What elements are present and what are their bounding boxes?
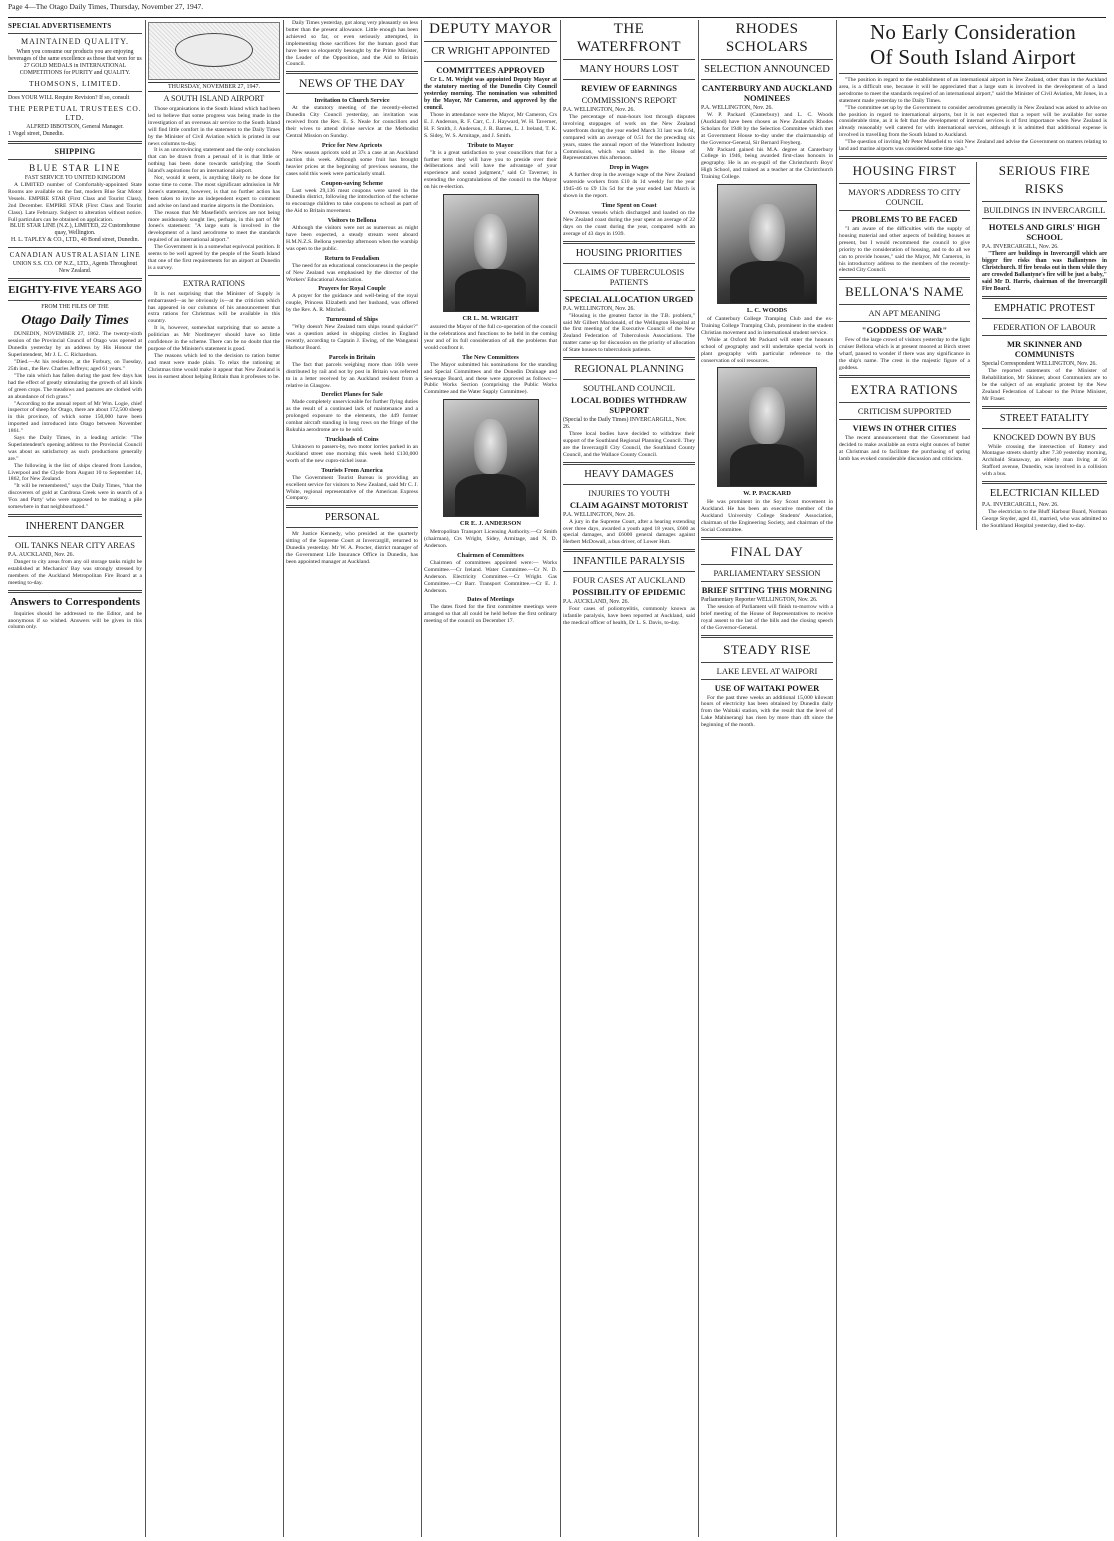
divider [286, 93, 418, 94]
divider [839, 183, 970, 184]
column-editorial [148, 20, 280, 1537]
article-paragraph: A prayer for the guidance and well-being of the royal couple, Princess Elizabeth and her husband, was offered by the Rev. A. R. Mitchell. [286, 293, 418, 314]
divider [563, 263, 695, 264]
divider [286, 505, 418, 508]
divider [563, 79, 695, 80]
article-paragraph: "The question of inviting Mr Peter Masefield to visit New Zealand and advise the Government on matters relating to land and marine airports was considered some time ago." [839, 139, 1107, 153]
divider [982, 318, 1107, 319]
article-subheadline: POSSIBILITY OF EPIDEMIC [572, 587, 686, 598]
news-item-heading: Truckloads of Coins [325, 435, 379, 443]
article-paragraph: Last week 29,136 meat coupons were saved in the Dunedin district, following the introduction of the scheme to encourage children to take coupons to school as part of the Aid to Britain movement. [286, 187, 418, 215]
article-paragraph: Nor, would it seem, is anything likely to be done for some time to come. The most significant admission in Mr Jones's statement, however, is that no further action has been taken to invite an independent expert to comment and advise on land and marine airports in the Dominion. [148, 175, 280, 209]
column-rule [836, 20, 837, 1537]
article-paragraph: The Mayor submitted his nominations for the standing and Special Committees and the Dunedin Drainage and Sewerage Board, and these were approved as follows:— Public Works Section (comprising the Public Works Committee and the Water Supply Committee). [424, 361, 557, 396]
ad-body: ALFRED IBBOTSON, General Manager. [26, 124, 124, 130]
article-dateline: P.A. WELLINGTON, Nov. 26. [701, 105, 773, 111]
divider [839, 277, 970, 280]
article-headline: STREET FATALITY [999, 412, 1090, 424]
photo-caption: CR L. M. WRIGHT [462, 315, 519, 323]
article-headline: EXTRA RATIONS [850, 381, 959, 397]
divider [982, 335, 1107, 336]
article-paragraph: Metropolitan Transport Licensing Authority.—Cr Smith (chairman), Crs Wright, Sidey, Armitage, and N. D. Anderson. [424, 529, 557, 550]
article-subheadline: SOUTHLAND COUNCIL [583, 383, 675, 394]
divider [563, 59, 695, 60]
photo-caption: L. C. WOODS [746, 307, 788, 315]
article-paragraph: Unknown to passers-by, two motor lorries parked in an Auckland street one morning this week held £130,000 worth of the new cupro-nickel issue. [286, 443, 418, 464]
section-heading: PERSONAL [324, 512, 380, 524]
column-rule [421, 20, 422, 1537]
divider [563, 462, 695, 465]
article-crosshead: Dates of Meetings [466, 596, 515, 604]
article-paragraph: The fact that parcels weighing more than 16lb were distributed by rail and not by post in Britain was referred to in a letter received by an Auckland resident from a relative in Glasgow. [286, 361, 418, 389]
divider [8, 514, 142, 517]
article-paragraph: Four cases of poliomyelitis, commonly known as infantile paralysis, have been reported at Auckland, said the medical officer of health, Dr L. S. Davis, to-day. [563, 606, 695, 627]
article-subheadline: PARLIAMENTARY SESSION [713, 567, 821, 578]
news-item-heading: Derelict Planes for Sale [321, 391, 383, 399]
news-item-heading: Coupon-saving Scheme [321, 179, 383, 187]
section-heading: Answers to Correspondents [10, 595, 140, 608]
article-headline: HOUSING PRIORITIES [575, 247, 683, 259]
article-paragraph: A jury in the Supreme Court, after a hearing extending over three days, awarded a youth aged 18 years, £600 as special damages, and £6000 general damages against Herbert McDowall, a bus driver, of Lower Hutt. [563, 518, 695, 546]
news-item-heading: Visitors to Bellona [327, 217, 377, 225]
divider [982, 201, 1107, 202]
column-waterfront [563, 20, 695, 1537]
article-subheadline: SPECIAL ALLOCATION URGED [564, 293, 694, 304]
article-subheadline: AN APT MEANING [868, 308, 941, 319]
divider [701, 79, 833, 80]
article-paragraph: The Government Tourist Bureau is providing an excellent service for visitors to New Zealand, said Mr C. J. White, regional representative of the American Express Company. [286, 474, 418, 502]
article-subheadline: MAYOR'S ADDRESS TO CITY COUNCIL [848, 186, 961, 207]
divider [982, 406, 1107, 409]
article-crosshead: Time Spent on Coast [601, 201, 657, 209]
article-crosshead: Tribute to Mayor [467, 141, 514, 149]
divider [563, 379, 695, 380]
article-paragraph: of Canterbury College Tramping Club and the ex-Training College Tramping Club, prominent in the student Christian movement and in international student service. [701, 316, 833, 336]
divider [8, 278, 142, 281]
divider [8, 141, 142, 144]
article-headline: INHERENT DANGER [25, 521, 125, 532]
article-paragraph: While crossing the intersection of Battery and Montague streets shortly after 7.30 yesterday morning, Archibald Stanaway, an elderly man living at 56 Stafford avenue, Dunedin, was involved in a collision with a bus. [982, 443, 1107, 478]
article-paragraph: The percentage of man-hours lost through disputes involving stoppages of work on the New Zealand waterfronts during the year ended March 31 last was 0.64, compared with an average of 0.51 for the preceding six years, states the annual report of the Waterfront Industry Commission, which was tabled in the House of Representatives this afternoon. [563, 114, 695, 162]
divider [701, 537, 833, 540]
article-subheadline: CLAIM AGAINST MOTORIST [569, 499, 689, 510]
subcolumn-left [839, 162, 970, 530]
section-label: SHIPPING [54, 147, 96, 156]
article-paragraph: The following is the list of ships cleared from London, Liverpool and the Clyde from August 10 to September 14, 1862, for New Zealand. [8, 462, 142, 483]
article-headline: THE WATERFRONT [576, 21, 682, 55]
editorial-headline: A SOUTH ISLAND AIRPORT [163, 94, 265, 103]
ad-body: UNION S.S. CO. OF N.Z., LTD., Agents Throughout New Zealand. [12, 261, 138, 275]
divider [563, 571, 695, 572]
article-paragraph: W. P. Packard (Canterbury) and L. C. Woods (Auckland) have been chosen as New Zealand's Rhodes Scholars for 1948 by the Selection Committee which met at Government House to-day under the chairmanship of the Governor-General, Sir Bernard Freyberg. [701, 112, 833, 146]
article-dateline: P.A. AUCKLAND, Nov. 26. [563, 599, 629, 606]
news-item-heading: Turnround of Ships [326, 316, 378, 324]
article-paragraph: The electrician to the Bluff Harbour Board, Norman George Snyder, aged 41, married, who was admitted to the Southland Hospital yesterday, died to-day. [982, 509, 1107, 529]
divider [563, 357, 695, 360]
article-subheadline: BRIEF SITTING THIS MORNING [701, 584, 833, 595]
column-rule [283, 20, 284, 1537]
article-paragraph: The recent announcement that the Government had decided to make available an extra eight ounces of butter at Christmas and to facilitate the purchasing of spring lamb has evoked considerable discussion and criticism. [839, 434, 970, 462]
article-paragraph: The reasons which led to the decision to ration butter and meat were made plain. To relax the rationing at Christmas time would make it appear that New Zealand is less in earnest about helping Britain than it professes to be. [148, 352, 280, 380]
divider [839, 419, 970, 420]
photo-caption: CR E. J. ANDERSON [459, 520, 522, 528]
article-paragraph: Mr Packard gained his M.A. degree at Canterbury College in 1946, being awarded first-class honours in geography. He is an ex-pupil of the Christchurch Boys' High School, and trained as a teacher at the Christchurch Training College. [701, 146, 833, 181]
portrait-photo [443, 194, 539, 312]
divider [8, 590, 142, 593]
article-subheadline: PROBLEMS TO BE FACED [851, 213, 958, 224]
article-subheadline: USE OF WAITAKI POWER [714, 682, 820, 693]
article-dateline: P.A. AUCKLAND, Nov. 26. [8, 552, 74, 558]
column-rhodes [701, 20, 833, 1537]
editorial-date: THURSDAY, NOVEMBER 27, 1947. [148, 82, 280, 92]
article-crosshead: The New Committees [462, 353, 519, 361]
divider [8, 536, 142, 537]
section-heading: NEWS OF THE DAY [298, 76, 406, 91]
article-dateline: Special Correspondent WELLINGTON, Nov. 26. [982, 360, 1097, 367]
divider [563, 549, 695, 552]
ad-body: BLUE STAR LINE (N.Z.), LIMITED, 22 Customhouse quay, Wellington. [10, 223, 140, 237]
ad-body: When you consume our products you are enjoying beverages of the same excellence as those that won for us 27 GOLD MEDALS in INTERNATIONAL COMPETITIONS for PURITY and QUALITY. [8, 49, 142, 76]
article-paragraph: "Died.—At his residence, at the Forbury, on Tuesday, 25th inst., the Rev. Charles Jeffreys; aged 61 years." [8, 359, 142, 372]
divider [8, 159, 142, 160]
article-subheadline: CLAIMS OF TUBERCULOSIS PATIENTS [573, 266, 685, 287]
article-subheadline: INJURIES TO YOUTH [588, 487, 670, 498]
article-headline: HEAVY DAMAGES [584, 468, 674, 480]
news-item-heading: Tourists From America [321, 466, 383, 474]
article-dateline: P.A. INVERCARGILL, Nov. 26. [982, 502, 1059, 509]
article-paragraph: "According to the annual report of Mr Wm. Logie, chief inspector of sheep for Otago, there are about 172,500 sheep in this province, of which some 150,000 have been imported and introduced into Otago between November 1861." [8, 400, 142, 435]
ad-body: FAST SERVICE TO UNITED KINGDOM [24, 175, 126, 181]
section-label: SPECIAL ADVERTISEMENTS [8, 22, 112, 30]
page-masthead [8, 2, 1106, 18]
divider [982, 481, 1107, 484]
article-headline: RHODES SCHOLARS [725, 21, 809, 55]
article-subheadline: CANTERBURY AND AUCKLAND NOMINEES [701, 83, 833, 103]
article-dateline: P.A. WELLINGTON, Nov. 26. [563, 305, 635, 312]
article-paragraph: "It is a great satisfaction to your councillors that for a further term they will have you to preside over their deliberations and will have the advantage of your experience and sound judgment," said Cr Taverner, in extending the congratulations of the council to the Mayor on his re-election. [424, 149, 557, 191]
article-paragraph: At the statutory meeting of the recently-elected Dunedin City Council yesterday, an invitation was received from the Rev. E. S. Neale for councillors and their wives to attend divine service at the Methodist Central Mission on Sunday. [286, 105, 418, 139]
divider [148, 275, 280, 276]
newspaper-crest-image [148, 22, 280, 80]
news-item-heading: Parcels in Britain [328, 353, 376, 361]
divider [839, 321, 970, 322]
section-subheading: FROM THE FILES OF THE [41, 304, 109, 311]
divider [839, 304, 970, 305]
article-headline: EMPHATIC PROTEST [994, 302, 1095, 314]
section-heading: EIGHTY-FIVE YEARS AGO [8, 285, 142, 297]
divider [424, 61, 557, 62]
article-paragraph: New season apricots sold at 37s a case at an Auckland auction this week. Although some fruit has brought heavier prices at the beginning of previous seasons, the cases sold this week were particularly small. [286, 149, 418, 177]
divider [701, 635, 833, 638]
divider [982, 218, 1107, 219]
article-dateline: P.A. INVERCARGILL, Nov. 26. [982, 243, 1059, 250]
newspaper-nameplate: Otago Daily Times [21, 313, 129, 329]
article-subheadline: FEDERATION OF LABOUR [993, 321, 1096, 332]
column-advertisements [8, 20, 142, 1537]
article-paragraph: Chairmen of committees appointed were:— Works Committee.—Cr Ireland. Water Committee.—Cr N. D. Anderson. Electricity Committee.—Cr Wright. Gas Committee.—Cr Barr. Transport Committee.—Cr E. J. Anderson. [424, 559, 557, 594]
divider [839, 402, 970, 403]
article-headline: FINAL DAY [730, 543, 804, 559]
news-item-heading: Prayers for Royal Couple [318, 285, 386, 293]
column-rule [145, 20, 146, 1537]
article-paragraph: "Housing is the greatest factor in the T.B. problem," said Mr Gilbert Macdonald, of the Wellington Hospital at the first meeting of the Executive Council of the New Zealand Federation of Tuberculosis Associations. The matter came up for discussion on the priority of allocation of State houses to tuberculosis patients. [563, 312, 695, 354]
news-item-heading: Invitation to Church Service [314, 97, 390, 105]
article-subheadline: "GODDESS OF WAR" [861, 325, 948, 336]
article-paragraph: For the past three weeks an additional 15,000 kilowatt hours of electricity has been obtained by Dunedin daily from the Waitaki station, with the result that the level of Lake Mahinerangi has risen by more than 4ft since the beginning of the month. [701, 694, 833, 729]
article-paragraph: Danger to city areas from any oil storage tanks might be established at Mechanics' Bay was strongly stressed by members of the Auckland Metropolitan Fire Board at a meeting to-day. [8, 559, 142, 586]
article-paragraph: Three local bodies have decided to withdraw their support of the Southland Regional Planning Council. They are the Invercargill City Council, the Southland County Council, and the Wallace County Council. [563, 431, 695, 458]
divider [8, 247, 142, 248]
article-paragraph: Says the Daily Times, in a leading article: "The Superintendent's opening address to the Provincial Council was about as satisfactory as such productions generally are." [8, 435, 142, 462]
article-paragraph: Inquiries should be addressed to the Editor, and be anonymous if so wished. Answers will be given in this column only. [8, 610, 142, 631]
article-paragraph: "Why doesn't New Zealand turn ships round quicker?" was a question asked in shipping circles in England recently, according to Captain J. Ewing, of the Wanganui Harbour Board. [286, 324, 418, 351]
article-paragraph: It is, however, somewhat surprising that so astute a politician as Mr Nordmeyer should have so little confidence in the scheme. There can be no doubt that the purpose of the Minister's statement is good. [148, 325, 280, 352]
divider [424, 41, 557, 42]
article-paragraph: assured the Mayor of the full co-operation of the council in the celebrations and functions to be held in the coming year and of its full consideration of all the problems that would confront it. [424, 324, 557, 351]
article-paragraph: Mr Justice Kennedy, who presided at the quarterly sitting of the Supreme Court at Invercargill, returned to Dunedin yesterday. Mr W. A. Procter, district manager of the Government Life Insurance Office in Dunedin, has been appointed manager at Auckland. [286, 531, 418, 565]
article-subheadline: OIL TANKS NEAR CITY AREAS [15, 540, 135, 550]
article-subheadline: MANY HOURS LOST [579, 64, 679, 75]
article-subheadline: COMMITTEES APPROVED [436, 65, 545, 75]
article-lead: Cr L. M. Wright was appointed Deputy Mayor at the statutory meeting of the Dunedin City Council yesterday morning. The nomination was submitted by the Mayor, Mr Cameron, and approved by the council. [424, 77, 557, 111]
article-subheadline: SELECTION ANNOUNCED [704, 64, 830, 75]
divider [563, 484, 695, 485]
article-paragraph: "I am aware of the difficulties with the supply of housing material and other aspects of building houses at present, but I would recommend the council to give priority to the consideration of housing, and to do all we can to provide houses," said the Mayor, Mr Cameron, in his introductory address to the members of the recently-elected City Council. [839, 225, 970, 274]
divider [839, 73, 1107, 74]
article-paragraph: Overseas vessels which discharged and loaded on the New Zealand coast during the year spent an average of 22 days on the coast during the year, compared with an average of 43 days in 1939. [563, 209, 695, 237]
ad-firm-name: BLUE STAR LINE [29, 163, 121, 173]
column-rule [560, 20, 561, 1537]
article-paragraph: It is not surprising that the Minister of Supply is embarrassed—as he obviously is—at the criticism which has appeared in our columns of his announcement that extra rations for Christmas will be available in this country. [148, 290, 280, 325]
article-paragraph: Few of the large crowd of visitors yesterday to the light cruiser Bellona which is at present moored at Birch street wharf, paused to wonder if there was any significance in the ship's name. The crest is the majestic figure of a goddess. [839, 337, 970, 371]
article-dateline: P.A. WELLINGTON, Nov. 26. [563, 511, 635, 518]
column-airport [839, 20, 1107, 1537]
article-paragraph: The session of Parliament will finish to-morrow with a brief meeting of the House of Representatives to receive royal assent to the last of the bills and the closing speech of the Governor-General. [701, 603, 833, 631]
article-subheadline: HOTELS AND GIRLS' HIGH SCHOOL [988, 221, 1101, 242]
ad-body: A LIMITED number of Comfortably-appointed State Rooms are available on the fast, modern Blue Star Motor Vessels. EMPIRE STAR (First Class and Tourist Class), 2nd December. EMPIRE STAR (First Class and Tourist Class). Late February. Subject to alteration without notice. Full particulars can be obtained on application. [8, 182, 142, 223]
ad-title: MAINTAINED QUALITY. [21, 37, 129, 46]
article-paragraph: "The position in regard to the establishment of an international airport in New Zealand, other than in the Auckland area, is a difficult one, because it will be appreciated that a large sum is involved in the development of a land aerodrome to meet the standards required of an international airport," said the Minister of Civil Aviation, Mr Jones, in a statement made yesterday to the Daily Times. [839, 77, 1107, 104]
article-paragraph: The dates fixed for the first committee meetings were arranged so that all could be held before the first ordinary meeting of the council on December 17. [424, 604, 557, 625]
news-item-heading: Price for New Apricots [321, 141, 383, 149]
divider [701, 59, 833, 60]
column-news [286, 20, 418, 1537]
news-item-heading: Return to Feudalism [324, 254, 380, 262]
article-headline: ELECTRICIAN KILLED [989, 488, 1100, 500]
article-paragraph: He was prominent in the Soy Scout movement in Auckland. He has been an executive member of the Auckland University College Students' Association, chairman of the Engineering Society, and chairman of the Social Committee. [701, 499, 833, 534]
lead-headline-line-2: Of South Island Airport [870, 45, 1076, 69]
article-paragraph: Daily Times yesterday, got along very pleasantly on less butter than the present allowance. Little enough has been achieved so far, or even seriously attempted, in implementing those sacrifices for the human good that have been so eloquently besought by the Prime Minister, the Leader of the Opposition, and the Aid to Britain Council. [286, 20, 418, 68]
divider [8, 91, 142, 92]
article-headline: BELLONA'S NAME [845, 284, 964, 300]
divider [701, 679, 833, 680]
article-dateline: (Special to the Daily Times) INVERCARGILL, Nov. 26. [563, 417, 687, 431]
divider [286, 527, 418, 528]
article-paragraph: Those organisations in the South Island which had been led to believe that some progress was being made in the investigation of an overseas air service to the South Island will find little comfort in the statement to the Daily Times by the Minister of Civil Aviation which is printed in our news columns to-day. [148, 106, 280, 147]
column-deputy-mayor [424, 20, 557, 1537]
divider [563, 290, 695, 291]
divider [701, 581, 833, 582]
article-subheadline: CRITICISM SUPPORTED [857, 405, 952, 416]
article-paragraph: While at Oxford Mr Packard will enter the honours school of geography and will undertake special work in plant geography with particular reference to the conservation of soil resources. [701, 336, 833, 364]
article-paragraph: DUNEDIN, NOVEMBER 27, 1862. The twenty-sixth session of the Provincial Council of Otago was opened at Dunedin yesterday by an address by His Honour the Superintendent, Mr J. L. C. Richardson. [8, 331, 142, 359]
article-headline: REGIONAL PLANNING [574, 364, 684, 376]
portrait-photo [443, 399, 539, 517]
ad-body: Does YOUR WILL Require Revision? If so, consult [8, 95, 130, 101]
divider [839, 210, 970, 211]
divider [286, 71, 418, 74]
divider [701, 662, 833, 663]
article-headline: HOUSING FIRST [852, 162, 957, 178]
article-paragraph: The reported statements of the Minister of Rehabilitation, Mr Skinner, about Communists are to be the subject of an emphatic protest by the New Zealand Federation of Labour to the Prime Minister, Mr Fraser. [982, 367, 1107, 402]
article-crosshead: Drop in Wages [609, 164, 649, 172]
article-paragraph: A further drop in the average wage of the New Zealand waterside workers from £10 4s 1d weekly for the year 1945-46 to £9 13s 5d for the year ended last March is shown in the report. [563, 172, 695, 200]
portrait-photo [717, 184, 817, 304]
divider [982, 296, 1107, 299]
article-subheadline: LOCAL BODIES WITHDRAW SUPPORT [570, 395, 688, 416]
article-headline: STEADY RISE [723, 641, 811, 657]
article-paragraph: The need for an educational consciousness in the people of New Zealand was emphasised by the director of the Workers' Educational Association. [286, 262, 418, 283]
article-paragraph: The Government is in a somewhat equivocal position. It seems to be well agreed by the people of the South Island that one of the first requirements for an airport at Dunedin is a survey. [148, 244, 280, 271]
article-subheadline: VIEWS IN OTHER CITIES [852, 422, 957, 433]
article-headline: SERIOUS FIRE RISKS [998, 162, 1091, 196]
divider [8, 300, 142, 301]
article-paragraph: "It will be remembered," says the Daily Times, "that the discoverers of gold at Cardrona Creek were in search of a 'Fox and Party' who were supposed to be making a pile somewhere in that neighbourhood." [8, 483, 142, 511]
article-headline: DEPUTY MAYOR [429, 21, 552, 37]
article-paragraph: "The committee set up by the Government to consider aerodromes generally in New Zealand was asked to advise on the position in regard to international airports, but it is not expected that a report will be available for some considerable time, as it is felt that the development of internal services is of first importance when New Zealand is already reasonably well catered for with international services, although it is admitted that additional expense is involved in travelling from the South Island to Auckland. [839, 104, 1107, 139]
divider [563, 241, 695, 244]
article-dateline: P.A. WELLINGTON, Nov. 26. [563, 107, 635, 113]
column-rule [698, 20, 699, 1537]
article-subheadline: BUILDINGS IN INVERCARGILL [983, 204, 1106, 215]
subcolumn-right [976, 162, 1107, 530]
article-crosshead: Chairmen of Committees [457, 551, 524, 559]
article-subheadline: KNOCKED DOWN BY BUS [993, 431, 1096, 442]
page-header-line: Page 4—The Otago Daily Times, Thursday, November 27, 1947. [8, 2, 204, 11]
divider [839, 375, 970, 378]
article-paragraph: It is an unconvincing statement and the only conclusion that can be drawn from a perusal of it is that little or nothing has been done towards satisfying the South Island's aspirations for an international airport. [148, 147, 280, 175]
lead-headline-line-1: No Early Consideration [869, 20, 1077, 44]
divider [701, 564, 833, 565]
divider [8, 33, 142, 34]
article-paragraph: Those in attendance were the Mayor, Mr Cameron, Crs E. J. Anderson, R. F. Carr, C. J. Hayward, W. H. Taverner, H. F. Smith, J. Anderson, J. R. Barnes, L. J. Ireland, T. K. S. Sidey, W. S. Armitage, and J. Smith. [424, 112, 557, 139]
article-paragraph: The reason that Mr Masefield's services are not being more assiduously sought lies, perhaps, in this part of Mr Jones's statement: "A large sum is involved in the development of a land aerodrome to meet the standards required of an international airport." [148, 209, 280, 244]
article-paragraph: Although the visitors were not as numerous as might have been expected, a steady stream went aboard H.M.N.Z.S. Bellona yesterday afternoon when the warship was open to the public. [286, 225, 418, 252]
article-subheadline: FOUR CASES AT AUCKLAND [572, 575, 686, 586]
two-column-section [839, 162, 1107, 530]
photo-caption: W. P. PACKARD [743, 490, 791, 498]
ad-firm-name: CANADIAN AUSTRALASIAN LINE [9, 251, 141, 260]
divider [839, 156, 1107, 159]
article-paragraph: Made completely unserviceable for further flying duties as the result of a continued lack of maintenance and a prolonged exposure to the elements, the 449 former combat aircraft standing in long rows on the fringe of the Rukuhia aerodrome are to be sold. [286, 399, 418, 434]
divider [982, 428, 1107, 429]
article-subheadline: REVIEW OF EARNINGS [581, 83, 677, 93]
article-subheadline: CR WRIGHT APPOINTED [431, 46, 550, 57]
editorial-headline: EXTRA RATIONS [182, 278, 245, 288]
ad-firm-name: THOMSONS, LIMITED. [28, 79, 122, 88]
article-subheadline: MR SKINNER AND COMMUNISTS [1006, 338, 1083, 359]
article-headline: INFANTILE PARALYSIS [573, 556, 685, 568]
ad-firm-name: THE PERPETUAL TRUSTEES CO. LTD. [8, 104, 142, 122]
article-subheadline: LAKE LEVEL AT WAIPORI [716, 665, 818, 676]
article-dateline: Parliamentary Reporter WELLINGTON, Nov. 26. [701, 596, 818, 603]
ad-body: H. L. TAPLEY & CO., LTD., 40 Bond street, Dunedin. [11, 237, 139, 244]
article-subheadline: COMMISSION'S REPORT [581, 95, 677, 105]
article-lead: "There are buildings in Invercargill which are bigger fire risks than was Ballantynes in Christchurch. If fire breaks out in them while they are crowded Ballantyne's fire will be just a baby," said Mr D. Harris, chairman of the Invercargill Fire Board. [982, 250, 1107, 292]
portrait-photo [717, 367, 817, 487]
ad-body: 1 Vogel street, Dunedin. [8, 131, 64, 137]
article-paragraph: "The rain which has fallen during the past few days has had the effect of greatly stimulating the growth of all kinds of green crops. The meadows and pastures are clothed with an abundance of rich grass." [8, 372, 142, 400]
